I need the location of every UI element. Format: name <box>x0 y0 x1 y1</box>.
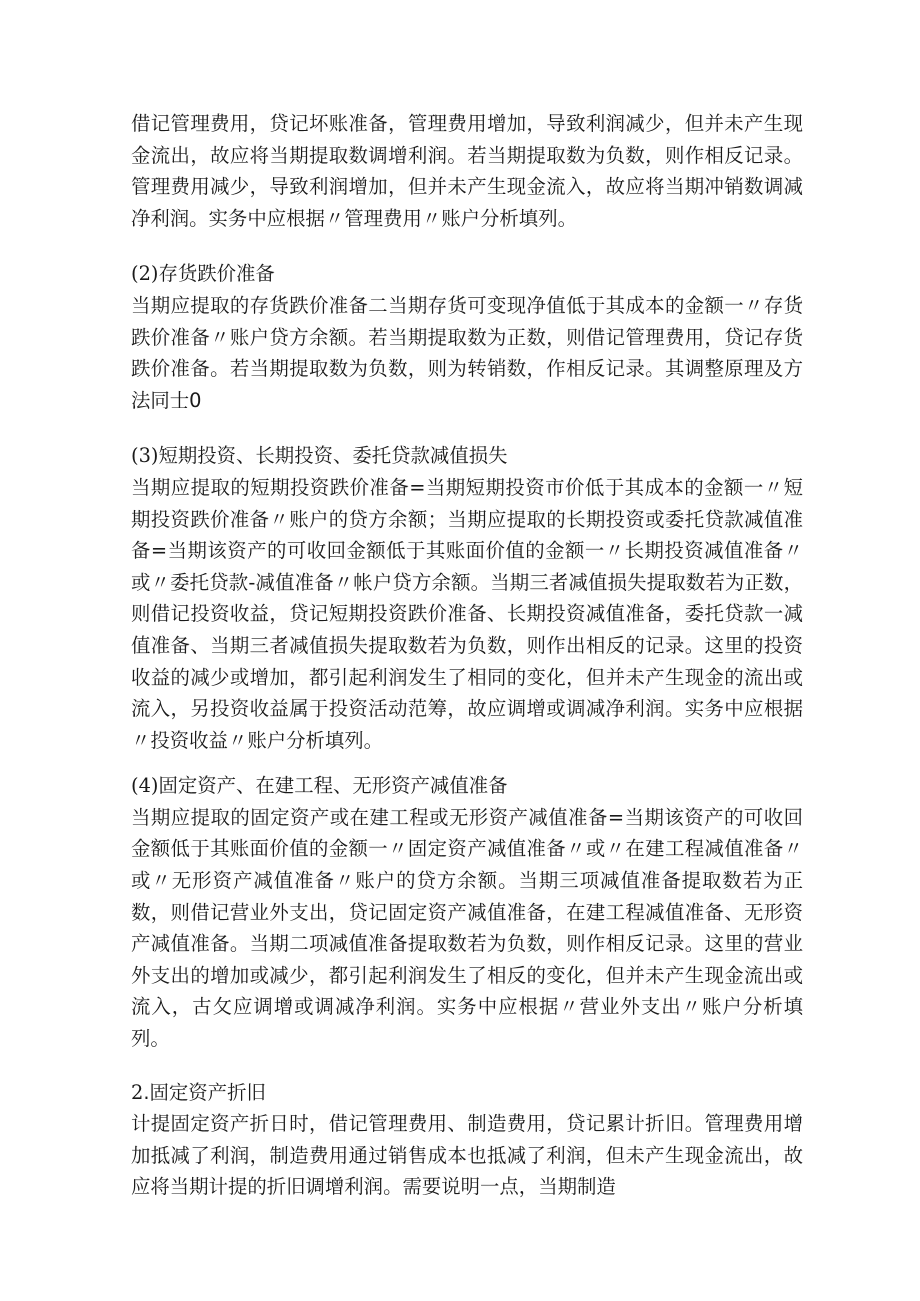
document-body <box>131 108 803 1203</box>
intro-paragraph: 借记管理费用，贷记坏账准备，管理费用增加，导致利润减少，但并未产生现金流出，故应将当期提取数调增利润。若当期提取数为负数，则作相反记录。管理费用减少，导致利润增加，但并未产生现金流入，故应将当期冲销数调减净利润。实务中应根据〃管理费用〃账户分析填列。 <box>131 112 803 230</box>
section-number: (3) <box>131 444 159 468</box>
section-body-fixed-assets: 当期应提取的固定资产或在建工程或无形资产减值准备=当期该资产的可收回金额低于其账面价值的金额一〃固定资产减值准备〃或〃在建工程减值准备〃或〃无形资产减值准备〃账户的贷方余额。当期三项减值准备提取数若为正数，则借记营业外支出，贷记固定资产减值准备，在建工程减值准备、无形资产减值准备。当期二项减值准备提取数若为负数，则作相反记录。这里的营业外支出的增加或减少，都引起利润发生了相反的变化，但并未产生现金流出或流入，古攵应调增或调减净利润。实务中应根据〃营业外支出〃账户分析填列。 <box>131 805 803 1051</box>
section-heading-investment <box>131 440 803 472</box>
spacer <box>131 416 803 440</box>
section-title: 存货跌价准备 <box>158 262 275 286</box>
section-number: 2 <box>131 1080 144 1104</box>
section-title: 固定资产、在建工程、无形资产减值准备 <box>158 774 508 798</box>
section-title: 短期投资、长期投资、委托贷款减值损失 <box>158 444 508 468</box>
spacer <box>131 1055 803 1077</box>
spacer <box>131 756 803 770</box>
section-heading-inventory <box>131 258 803 290</box>
section-body-investment: 当期应提取的短期投资跌价准备=当期短期投资市价低于其成本的金额一〃短期投资跌价准备〃账户的贷方余额；当期应提取的长期投资或委托贷款减值准备=当期该资产的可收回金额低于其账面价值的金额一〃长期投资减值准备〃或〃委托贷款-减值准备〃帐户贷方余额。当期三者减值损失提取数若为正数，则借记投资收益，贷记短期投资跌价准备、长期投资减值准备，委托贷款一减值准备、当期三者减值损失提取数若为负数，则作出相反的记录。这里的投资收益的减少或增加，都引起利润发生了相同的变化，但并未产生现金的流出或流入，另投资收益属于投资活动范筹，故应调增或调减净利润。实务中应根据〃投资收益〃账户分析填列。 <box>131 475 803 752</box>
section-number: (4) <box>131 774 159 798</box>
section-title: .固定资产折旧 <box>143 1080 266 1104</box>
spacer <box>131 234 803 258</box>
section-number: (2) <box>131 262 159 286</box>
section-heading-fixed-assets <box>131 770 803 802</box>
section-body-depreciation: 计提固定资产折日时，借记管理费用、制造费用，贷记累计折旧。管理费用增加抵减了利润，制造费用通过销售成本也抵减了利润，但未产生现金流出，故应将当期计提的折旧调增利润。需要说明一点，当期制造 <box>131 1112 803 1199</box>
section-body-inventory: 当期应提取的存货跌价准备二当期存货可变现净值低于其成本的金额一〃存货跌价准备〃账户贷方余额。若当期提取数为正数，则借记管理费用，贷记存货跌价准备。若当期提取数为负数，则为转销数，作相反记录。其调整原理及方法同士0 <box>131 293 803 412</box>
section-heading-depreciation <box>131 1077 803 1109</box>
